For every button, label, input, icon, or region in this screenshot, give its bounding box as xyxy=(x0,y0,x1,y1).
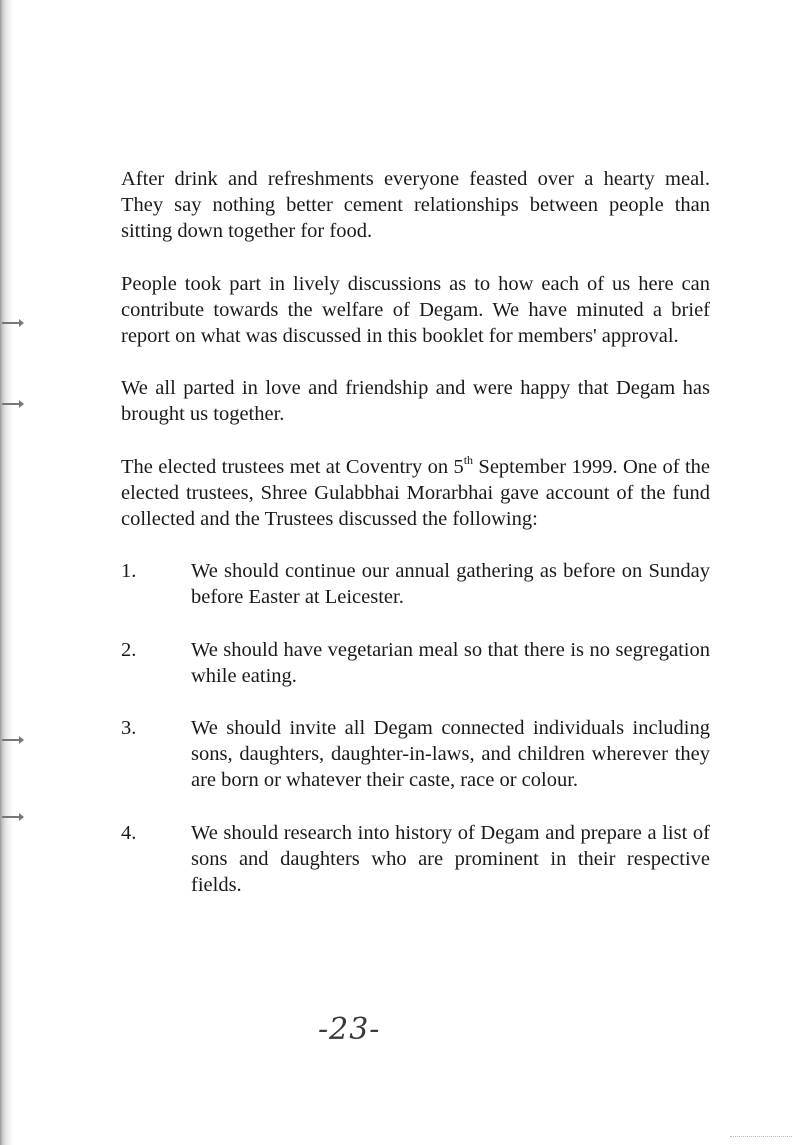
binding-arrow-mark xyxy=(2,739,22,741)
list-item-number: 1. xyxy=(121,560,137,583)
list-item xyxy=(121,558,710,610)
paragraph-trustees-meeting xyxy=(121,454,710,533)
binding-arrow-mark xyxy=(2,322,22,324)
paragraph-meal: After drink and refreshments everyone feasted over a hearty meal. They say nothing better cement relationships between people than sitting down together for food. xyxy=(121,168,710,243)
list-item xyxy=(121,820,710,899)
scan-binding-edge xyxy=(0,0,14,1145)
scan-artifact xyxy=(730,1136,792,1139)
list-item xyxy=(121,715,710,794)
list-item-text: We should have vegetarian meal so that there is no segregation while eating. xyxy=(191,638,710,687)
list-item-number: 4. xyxy=(121,821,137,844)
binding-arrow-mark xyxy=(2,403,22,405)
binding-arrow-mark xyxy=(2,816,22,818)
body-text xyxy=(121,166,710,898)
paragraph-discussions: People took part in lively discussions as to how each of us here can contribute towards the welfare of Degam. We have minuted a brief report on what was discussed in this booklet for members' approval. xyxy=(121,272,710,348)
handwritten-page-number: -23- xyxy=(318,1012,381,1047)
list-item-text: We should invite all Degam connected individuals including sons, daughters, daughter-in-laws, and children wherever they are born or whatever their caste, race or colour. xyxy=(191,717,710,792)
list-item xyxy=(121,637,710,689)
list-item-text: We should research into history of Degam and prepare a list of sons and daughters who are prominent in their respective fields. xyxy=(191,821,710,897)
trustees-text-end: September 1999. One of the elected trustees, Shree Gulabbhai Morarbhai gave account of the fund collected and the Trustees discussed the following: xyxy=(121,455,710,531)
trustees-text-start: The elected trustees met at Coventry on 5 xyxy=(121,455,464,478)
ordinal-suffix: th xyxy=(463,452,474,467)
list-item-number: 3. xyxy=(121,717,137,740)
list-item-text: We should continue our annual gathering as before on Sunday before Easter at Leicester. xyxy=(191,560,710,609)
list-item-number: 2. xyxy=(121,638,137,661)
paragraph-parted: We all parted in love and friendship and were happy that Degam has brought us together. xyxy=(121,377,710,426)
